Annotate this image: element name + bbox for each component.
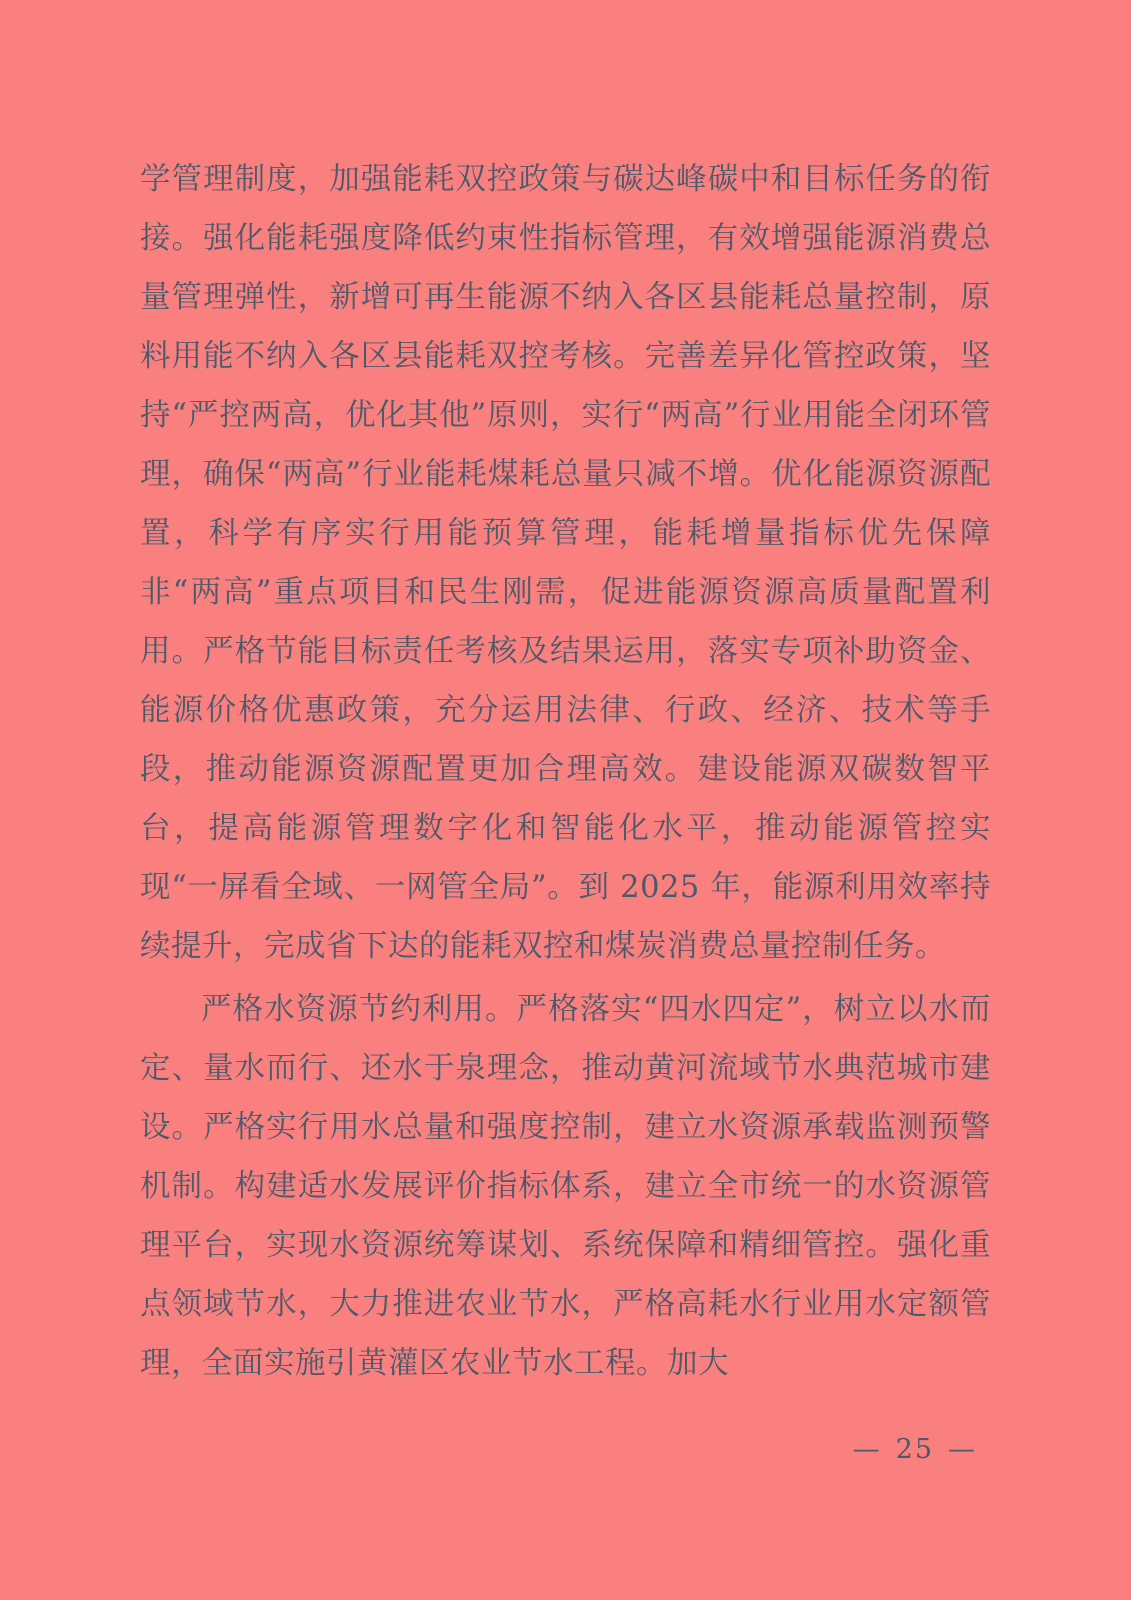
paragraph-2: 严格水资源节约利用。严格落实“四水四定”，树立以水而定、量水而行、还水于泉理念，推动黄河流域节水典范城市建设。严格实行用水总量和强度控制，建立水资源承载监测预警机制。构建适水发展评价指标体系，建立全市统一的水资源管理平台，实现水资源统筹谋划、系统保障和精细管控。强化重点领域节水，大力推进农业节水，严格高耗水行业用水定额管理，全面实施引黄灌区农业节水工程。加大	[140, 992, 991, 1381]
footer-right-dash: —	[948, 1434, 977, 1465]
paragraph-1: 学管理制度，加强能耗双控政策与碳达峰碳中和目标任务的衔接。强化能耗强度降低约束性指标管理，有效增强能源消费总量管理弹性，新增可再生能源不纳入各区县能耗总量控制，原料用能不纳入各区县能耗双控考核。完善差异化管控政策，坚持“严控两高，优化其他”原则，实行“两高”行业用能全闭环管理，确保“两高”行业能耗煤耗总量只减不增。优化能源资源配置，科学有序实行用能预算管理，能耗增量指标优先保障非“两高”重点项目和民生刚需，促进能源资源高质量配置利用。严格节能目标责任考核及结果运用，落实专项补助资金、能源价格优惠政策，充分运用法律、行政、经济、技术等手段，推动能源资源配置更加合理高效。建设能源双碳数智平台，提高能源管理数字化和智能化水平，推动能源管控实现“一屏看全域、一网管全局”。到 2025 年，能源利用效率持续提升，完成省下达的能耗双控和煤炭消费总量控制任务。	[140, 162, 991, 964]
footer-left-dash: —	[852, 1434, 882, 1465]
page-footer	[0, 1434, 991, 1465]
document-body	[140, 150, 991, 1393]
page-number-value: 25	[895, 1434, 934, 1465]
